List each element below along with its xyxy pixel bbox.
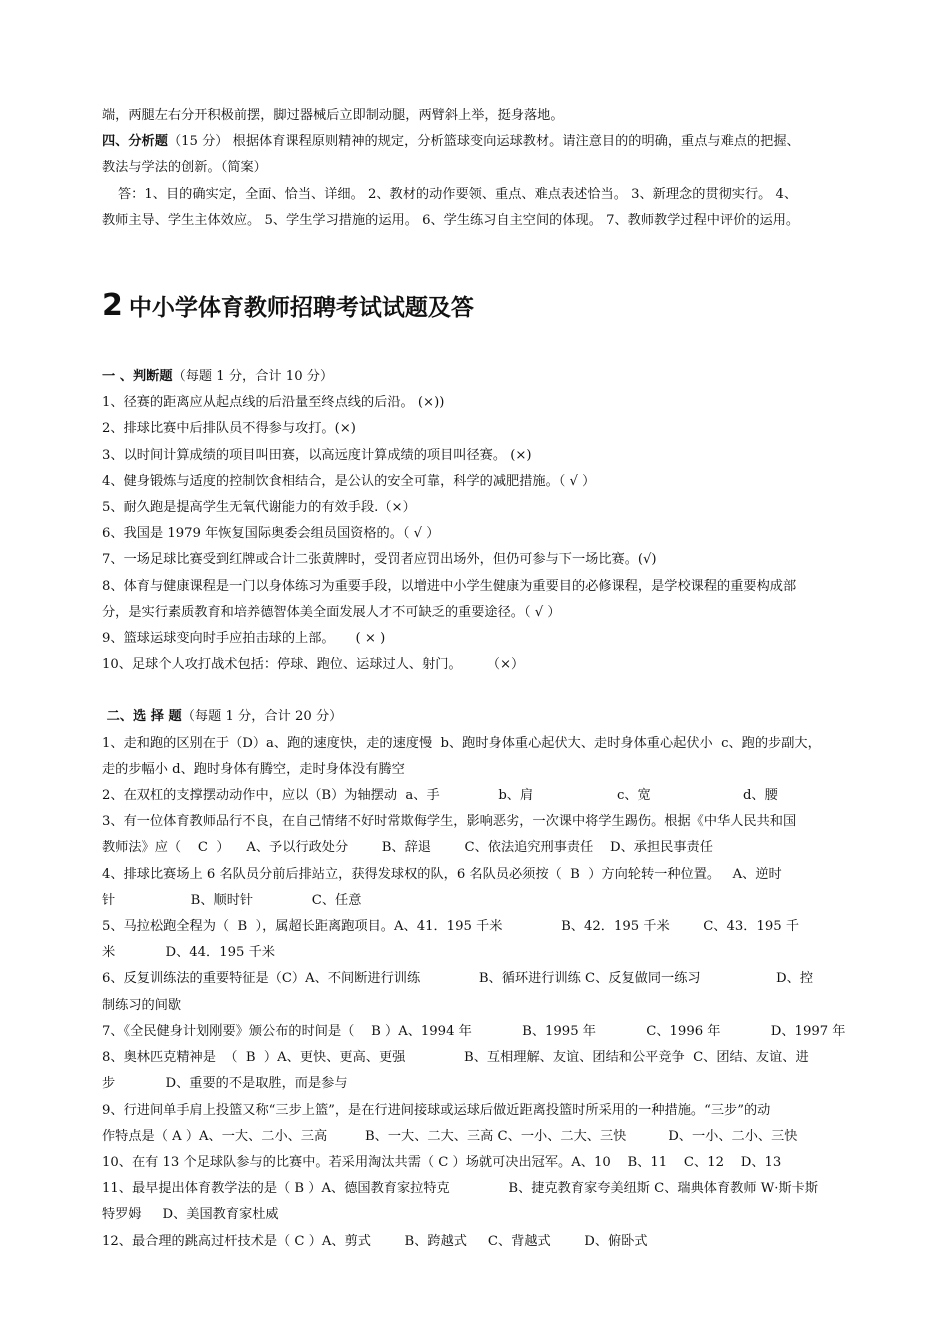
question-4-line-2: 教法与学法的创新。（简案）	[102, 160, 267, 176]
list-item: 3、以时间计算成绩的项目叫田赛，以高远度计算成绩的项目叫径赛。 (×)	[102, 447, 532, 463]
list-item: 4、健身锻炼与适度的控制饮食相结合，是公认的安全可靠，科学的减肥措施。（ √ ）	[102, 473, 596, 489]
part2-heading	[102, 704, 872, 730]
part2-points: （每题 1 分，合计 20 分）	[181, 709, 343, 725]
answer-line-1: 答：1、目的确实定，全面、恰当、详细。 2、教材的动作要领、重点、难点表述恰当。 3、新理念的贯彻实行。 4、	[118, 186, 798, 202]
list-item: 米 D、44．195 千米	[102, 945, 275, 961]
list-item: 作特点是（ A ）A、一大、二小、三高 B、一大、二大、三高 C、一小、二大、三快 D、一小、二小、三快	[102, 1128, 798, 1144]
section-title	[102, 288, 872, 336]
list-item: 步 D、重要的不是取胜，而是参与	[102, 1076, 348, 1092]
list-item: 1、走和跑的区别在于（D）a、跑的速度快，走的速度慢 b、跑时身体重心起伏大、走时身体重心起伏小 c、跑的步副大，	[102, 735, 821, 751]
question-4-text: 根据体育课程原则精神的规定，分析篮球变向运球教材。请注意目的的明确，重点与难点的把握、	[228, 134, 800, 150]
part2-label: 二、选 择 题	[102, 709, 182, 725]
part1-label: 一 、判断题	[102, 369, 173, 385]
list-item: 7、一场足球比赛受到红牌或合计二张黄牌时，受罚者应罚出场外，但仍可参与下一场比赛。(√)	[102, 552, 657, 568]
list-item: 7、《全民健身计划刚要》颁公布的时间是（ B ）A、1994 年 B、1995 年 C、1996 年 D、1997 年	[102, 1023, 846, 1039]
list-item: 9、行进间单手肩上投篮又称“三步上篮”，是在行进间接球或运球后做近距离投篮时所采用的一种措施。“三步”的动	[102, 1102, 771, 1118]
list-item: 8、体育与健康课程是一门以身体练习为重要手段，以增进中小学生健康为重要目的必修课程，是学校课程的重要构成部	[102, 578, 797, 594]
question-4-points: （15 分）	[167, 134, 229, 150]
list-item: 2、在双杠的支撑摆动动作中，应以（B）为轴摆动 a、手 b、肩 c、宽 d、腰	[102, 788, 778, 804]
part2-list	[102, 731, 872, 1255]
list-item: 12、最合理的跳高过杆技术是（ C ）A、剪式 B、跨越式 C、背越式 D、俯卧式	[102, 1233, 648, 1249]
list-item: 9、篮球运球变向时手应拍击球的上部。 ( × )	[102, 631, 386, 647]
list-item: 1、径赛的距离应从起点线的后沿量至终点线的后沿。 (×))	[102, 395, 445, 411]
list-item: 5、耐久跑是提高学生无氧代谢能力的有效手段.（×）	[102, 500, 416, 516]
section-number: 2	[102, 288, 123, 324]
list-item: 5、马拉松跑全程为（ B ），属超长距离跑项目。A、41．195 千米 B、42．195 千米 C、43．195 千	[102, 919, 800, 935]
part1-heading	[102, 364, 872, 390]
list-item: 6、反复训练法的重要特征是（C）A、不间断进行训练 B、循环进行训练 C、反复做同一练习 D、控	[102, 971, 814, 987]
continuation-line: 端，两腿左右分开积极前摆，脚过器械后立即制动腿，两臂斜上举，挺身落地。	[102, 108, 564, 123]
list-item: 10、在有 13 个足球队参与的比赛中。若采用淘汰共需（ C ）场就可决出冠军。A、10 B、11 C、12 D、13	[102, 1154, 782, 1170]
section-title-text: 中小学体育教师招聘考试试题及答	[128, 295, 474, 322]
list-item: 特罗姆 D、美国教育家杜威	[102, 1207, 279, 1223]
list-item: 针 B、顺时针 C、任意	[102, 892, 362, 908]
list-item: 10、足球个人攻打战术包括：停球、跑位、运球过人、射门。 （×）	[102, 657, 525, 673]
list-item: 4、排球比赛场上 6 名队员分前后排站立，获得发球权的队，6 名队员必须按（ B ）方向轮转一种位置。 A、逆时	[102, 866, 782, 882]
document-page	[102, 103, 872, 1255]
list-item: 走的步幅小 d、跑时身体有腾空，走时身体没有腾空	[102, 761, 405, 777]
list-item: 分，是实行素质教育和培养德智体美全面发展人才不可缺乏的重要途径。（ √ ）	[102, 604, 561, 620]
list-item: 教师法》应（ C ） A、予以行政处分 B、辞退 C、依法追究刑事责任 D、承担民事责任	[102, 840, 713, 856]
list-item: 制练习的间歇	[102, 997, 182, 1013]
spacer	[102, 678, 872, 704]
answer-line-2: 教师主导、学生主体效应。 5、学生学习措施的运用。 6、学生练习自主空间的体现。 7、教师教学过程中评价的运用。	[102, 212, 800, 228]
question-4-line-1	[102, 129, 872, 155]
part1-list	[102, 390, 872, 678]
list-item: 11、最早提出体育教学法的是（ B ）A、德国教育家拉特克 B、捷克教育家夸美纽斯 C、瑞典体育教师 W·斯卡斯	[102, 1181, 819, 1197]
list-item: 6、我国是 1979 年恢复国际奥委会组员国资格的。（ √ ）	[102, 526, 440, 542]
list-item: 2、排球比赛中后排队员不得参与攻打。(×)	[102, 421, 356, 437]
list-item: 3、有一位体育教师品行不良，在自己情绪不好时常欺侮学生，影响恶劣，一次课中将学生踢伤。根据《中华人民共和国	[102, 814, 797, 830]
question-4-label: 四、分析题	[102, 134, 168, 150]
part1-points: （每题 1 分，合计 10 分）	[172, 369, 334, 385]
list-item: 8、奥林匹克精神是 （ B ）A、更快、更高、更强 B、互相理解、友谊、团结和公平竞争 C、团结、友谊、进	[102, 1050, 809, 1066]
